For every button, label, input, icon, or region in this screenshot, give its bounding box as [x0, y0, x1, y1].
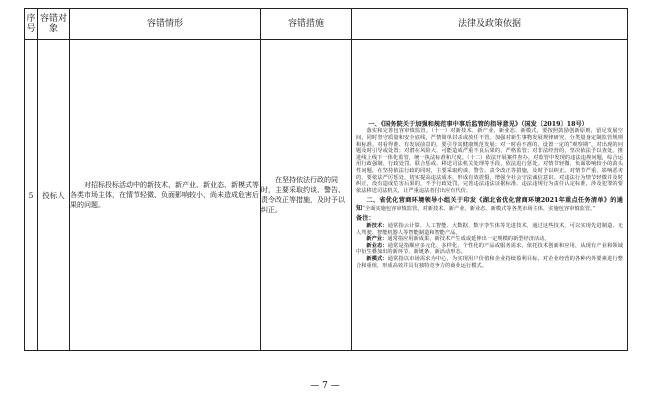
law-section-2-body: “全面实施包容审慎监管，对新技术、新产业、新业态、新模式等各类市场主体，实施包容审慎监管。”	[362, 205, 596, 212]
row-measure: 在坚持依法行政的同时，主要采取约谈、警告、责令改正等措施，及时予以纠正。	[261, 176, 345, 214]
header-measure: 容错措施	[261, 9, 352, 40]
row-situation: 对招标投标活动中的新技术、新产业、新业态、新模式等各类市场主体，在情节轻微、负面影响较小、尚未造成危害后果的问题。	[70, 181, 259, 209]
note-3-term: 新业态：	[366, 242, 388, 249]
table-header-row	[25, 9, 628, 40]
header-object: 容错对象	[38, 9, 70, 40]
row-no: 5	[25, 40, 38, 351]
law-section-1-body: 落实和完善包容审慎监管。（十一）对新技术、新产业、新业态、新模式，要按照鼓励创新原则，留足发展空间，同时坚守质量和安全底线，严禁简单封杀或放任不管。加强对新生事物发展规律研究，分类量身定制监管规则和标准。对看得准、有发展前景的，要引导其健康规范发展；对一时看不准的，设置一定的“观察期”，对出现的问题及时引导或处置；对潜在风险大、可能造成严重不良后果的，严格监管；对非法经营的，坚决依法予以查处。推进线上线下一体化监管，统一执法标准和尺度。（十二）依法开展案件查办。对监管中发现的违法违规问题，综合运用行政强制、行政处罚、联合惩戒、移送司法机关处理等手段，依法进行惩处。对情节轻微、负面影响较小的苗头性问题，在坚持依法行政的同时，主要采取约谈、警告、责令改正等措施，及时予以纠正。对情节严重、影响恶劣的，要依法严厉惩处，切实提高违法成本，形成有效震慑，增强全社会守法诚信意识。对违法行为情节轻微并及时纠正，没有造成危害后果的，不予行政处罚。完善违法违法证据标准、违法违规行为责任认定标准，涉及犯罪的要依法移送司法机关，让严重违法者付出应有代价。	[356, 128, 623, 194]
note-1-term: 新技术：	[366, 223, 388, 230]
header-law: 法律及政策依据	[352, 9, 628, 40]
law-section-2-title: 二、省优化营商环境领导小组关于印发《湖北省优化营商环境2021年重点任务清单》的通知	[356, 197, 623, 212]
note-3-body: 通常是指顺应多元化、多样化、个性化的产品或服务需求，依托技术创新和应用，从现有产业和领域中衍生叠加出的新环节、新链条、新活动形态。	[356, 242, 624, 256]
law-section-1-title: 一、《国务院关于加强和规范事中事后监管的指导意见》（国发〔2019〕18号）	[368, 120, 588, 128]
row-object: 投标人	[38, 40, 70, 351]
fault-tolerance-table	[24, 8, 628, 351]
row-law-cell	[352, 40, 628, 351]
header-situation: 容错情形	[70, 9, 261, 40]
law-text	[356, 121, 623, 269]
row-situation-cell	[70, 40, 261, 351]
note-title: 备注：	[356, 215, 375, 223]
page-number: — 7 —	[310, 381, 340, 391]
header-no: 序号	[25, 9, 38, 40]
note-4-body: 通常指以市场需求为中心，为实现用户价值和企业持续盈利目标，对企业经营的各种内外要素进行整合和重组，形成高效并具有独特竞争力的商业运行模式。	[356, 256, 624, 269]
note-1-body: 通常指云计算、人工智能、大数据、数字孪生体等先进技术，通过这些技术，可以实现先进制造、无人驾驶、智能机器人等智能制造和智能产品。	[356, 223, 624, 236]
table-row	[25, 40, 628, 351]
note-2-term: 新产业：	[366, 236, 388, 243]
row-measure-cell	[261, 40, 352, 351]
note-4-term: 新模式：	[366, 256, 388, 263]
note-2-body: 通常指应用新成果、新技术产生成或延伸出一定规模的新型经济活动。	[387, 236, 550, 243]
